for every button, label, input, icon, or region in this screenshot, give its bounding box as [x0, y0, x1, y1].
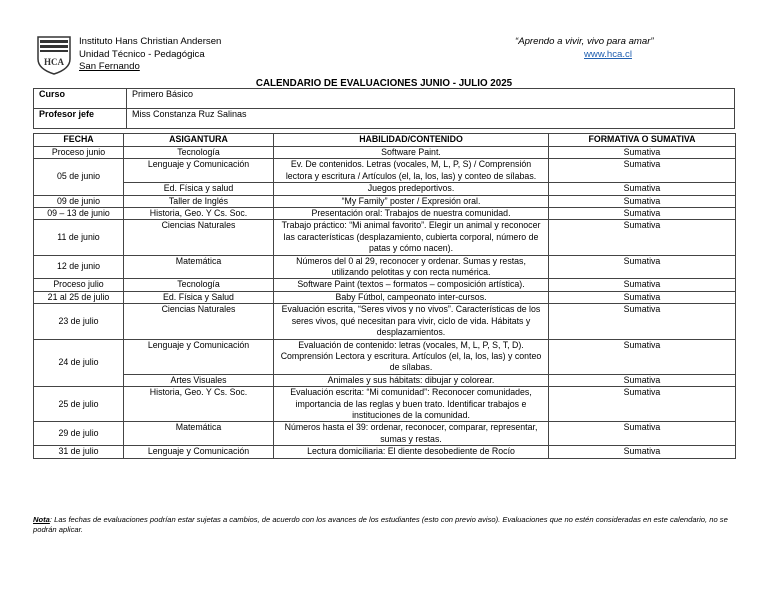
- table-row: [34, 147, 736, 159]
- cell-contenido: Lectura domiciliaria: El diente desobediente de Rocío: [274, 446, 549, 458]
- cell-asignatura: Lenguaje y Comunicación: [124, 339, 274, 374]
- table-row: [34, 195, 736, 207]
- cell-tipo: Sumativa: [549, 446, 736, 458]
- cell-asignatura: Tecnología: [124, 147, 274, 159]
- website-link[interactable]: www.hca.cl: [584, 49, 632, 60]
- cell-tipo: Sumativa: [549, 208, 736, 220]
- note-text: : Las fechas de evaluaciones podrían estar sujetas a cambios, de acuerdo con los avances de los estudiantes (esto con previo aviso). Evaluaciones que no estén consideradas en este calendario, no se podrán aplicar.: [33, 515, 728, 534]
- cell-contenido: Números hasta el 39: ordenar, reconocer, comparar, representar, sumas y restas.: [274, 422, 549, 446]
- cell-asignatura: Ciencias Naturales: [124, 220, 274, 255]
- cell-contenido: Trabajo práctico: “Mi animal favorito”. Elegir un animal y reconocer las características (desplazamiento, cubierta corporal, número de patas y cómo nacen).: [274, 220, 549, 255]
- profesor-value: Miss Constanza Ruz Salinas: [127, 109, 735, 129]
- school-logo: [36, 35, 72, 75]
- cell-contenido: “My Family” poster / Expresión oral.: [274, 195, 549, 207]
- cell-fecha: Proceso junio: [34, 147, 124, 159]
- table-row: [34, 304, 736, 339]
- col-header-fecha: FECHA: [34, 134, 124, 147]
- table-row: [34, 279, 736, 291]
- unit-name: Unidad Técnico - Pedagógica: [79, 48, 205, 60]
- footnote: [33, 515, 738, 535]
- institution-block: [79, 36, 221, 74]
- cell-tipo: Sumativa: [549, 255, 736, 279]
- cell-asignatura: Matemática: [124, 422, 274, 446]
- cell-fecha: 09 de junio: [34, 195, 124, 207]
- cell-asignatura: Lenguaje y Comunicación: [124, 159, 274, 183]
- cell-asignatura: Taller de Inglés: [124, 195, 274, 207]
- cell-fecha: 05 de junio: [34, 159, 124, 195]
- school-motto: “Aprendo a vivir, vivo para amar”: [515, 36, 654, 47]
- cell-contenido: Ev. De contenidos. Letras (vocales, M, L, P, S) / Comprensión lectora y escritura / Artículos (el, la, los, las) y conteo de sílabas.: [274, 159, 549, 183]
- table-row: [34, 255, 736, 279]
- cell-contenido: Números del 0 al 29, reconocer y ordenar. Sumas y restas, utilizando pelotitas y con recta numérica.: [274, 255, 549, 279]
- cell-asignatura: Tecnología: [124, 279, 274, 291]
- table-row: [34, 159, 736, 183]
- cell-tipo: Sumativa: [549, 279, 736, 291]
- table-row: [34, 446, 736, 458]
- cell-contenido: Juegos predeportivos.: [274, 183, 549, 195]
- cell-contenido: Evaluación escrita, “Seres vivos y no vivos”. Características de los seres vivos, qué necesitan para vivir, ciclo de vida. Hábitats y desplazamientos.: [274, 304, 549, 339]
- col-header-contenido: HABILIDAD/CONTENIDO: [274, 134, 549, 147]
- cell-fecha: 29 de julio: [34, 422, 124, 446]
- svg-text:HCA: HCA: [44, 57, 64, 67]
- cell-asignatura: Artes Visuales: [124, 374, 274, 386]
- curso-label: Curso: [34, 89, 127, 109]
- cell-tipo: Sumativa: [549, 339, 736, 374]
- cell-contenido: Presentación oral: Trabajos de nuestra comunidad.: [274, 208, 549, 220]
- course-info-table: [33, 88, 735, 129]
- cell-fecha: 09 – 13 de junio: [34, 208, 124, 220]
- table-row: [34, 387, 736, 422]
- table-row: [34, 374, 736, 386]
- cell-asignatura: Ciencias Naturales: [124, 304, 274, 339]
- cell-tipo: Sumativa: [549, 374, 736, 386]
- table-row: [34, 220, 736, 255]
- cell-fecha: 25 de julio: [34, 387, 124, 422]
- evaluation-table: [33, 133, 736, 459]
- cell-asignatura: Matemática: [124, 255, 274, 279]
- curso-value: Primero Básico: [127, 89, 735, 109]
- table-row: [34, 183, 736, 195]
- cell-tipo: Sumativa: [549, 147, 736, 159]
- cell-asignatura: Historia, Geo. Y Cs. Soc.: [124, 208, 274, 220]
- cell-tipo: Sumativa: [549, 183, 736, 195]
- cell-fecha: 31 de julio: [34, 446, 124, 458]
- profesor-label: Profesor jefe: [34, 109, 127, 129]
- cell-asignatura: Historia, Geo. Y Cs. Soc.: [124, 387, 274, 422]
- cell-asignatura: Ed. Física y Salud: [124, 291, 274, 303]
- cell-contenido: Evaluación de contenido: letras (vocales, M, L, P, S, T, D). Comprensión Lectora y escritura. Artículos (el, la, los, las) y conteo de sílabas.: [274, 339, 549, 374]
- cell-tipo: Sumativa: [549, 387, 736, 422]
- cell-fecha: 11 de junio: [34, 220, 124, 255]
- cell-tipo: Sumativa: [549, 220, 736, 255]
- cell-tipo: Sumativa: [549, 304, 736, 339]
- cell-fecha: 12 de junio: [34, 255, 124, 279]
- cell-asignatura: Lenguaje y Comunicación: [124, 446, 274, 458]
- cell-tipo: Sumativa: [549, 195, 736, 207]
- cell-fecha: 21 al 25 de julio: [34, 291, 124, 303]
- cell-contenido: Software Paint (textos – formatos – composición artística).: [274, 279, 549, 291]
- cell-contenido: Animales y sus hábitats: dibujar y colorear.: [274, 374, 549, 386]
- col-header-tipo: FORMATIVA O SUMATIVA: [549, 134, 736, 147]
- cell-tipo: Sumativa: [549, 159, 736, 183]
- table-row: [34, 208, 736, 220]
- cell-tipo: Sumativa: [549, 291, 736, 303]
- cell-fecha: Proceso julio: [34, 279, 124, 291]
- institution-name: Instituto Hans Christian Andersen: [79, 36, 222, 47]
- col-header-asignatura: ASIGANTURA: [124, 134, 274, 147]
- cell-contenido: Evaluación escrita: “Mi comunidad”: Reconocer comunidades, importancia de las reglas y buen trato. Identificar trabajos e instituciones de la comunidad.: [274, 387, 549, 422]
- table-header-row: [34, 134, 736, 147]
- cell-fecha: 24 de julio: [34, 339, 124, 387]
- document-title: CALENDARIO DE EVALUACIONES JUNIO - JULIO 2025: [255, 78, 513, 89]
- cell-fecha: 23 de julio: [34, 304, 124, 339]
- cell-contenido: Software Paint.: [274, 147, 549, 159]
- cell-asignatura: Ed. Física y salud: [124, 183, 274, 195]
- city-name: San Fernando: [79, 61, 140, 73]
- cell-contenido: Baby Fútbol, campeonato inter-cursos.: [274, 291, 549, 303]
- table-row: [34, 339, 736, 374]
- note-label: Nota: [33, 515, 50, 524]
- table-row: [34, 422, 736, 446]
- table-row: [34, 291, 736, 303]
- cell-tipo: Sumativa: [549, 422, 736, 446]
